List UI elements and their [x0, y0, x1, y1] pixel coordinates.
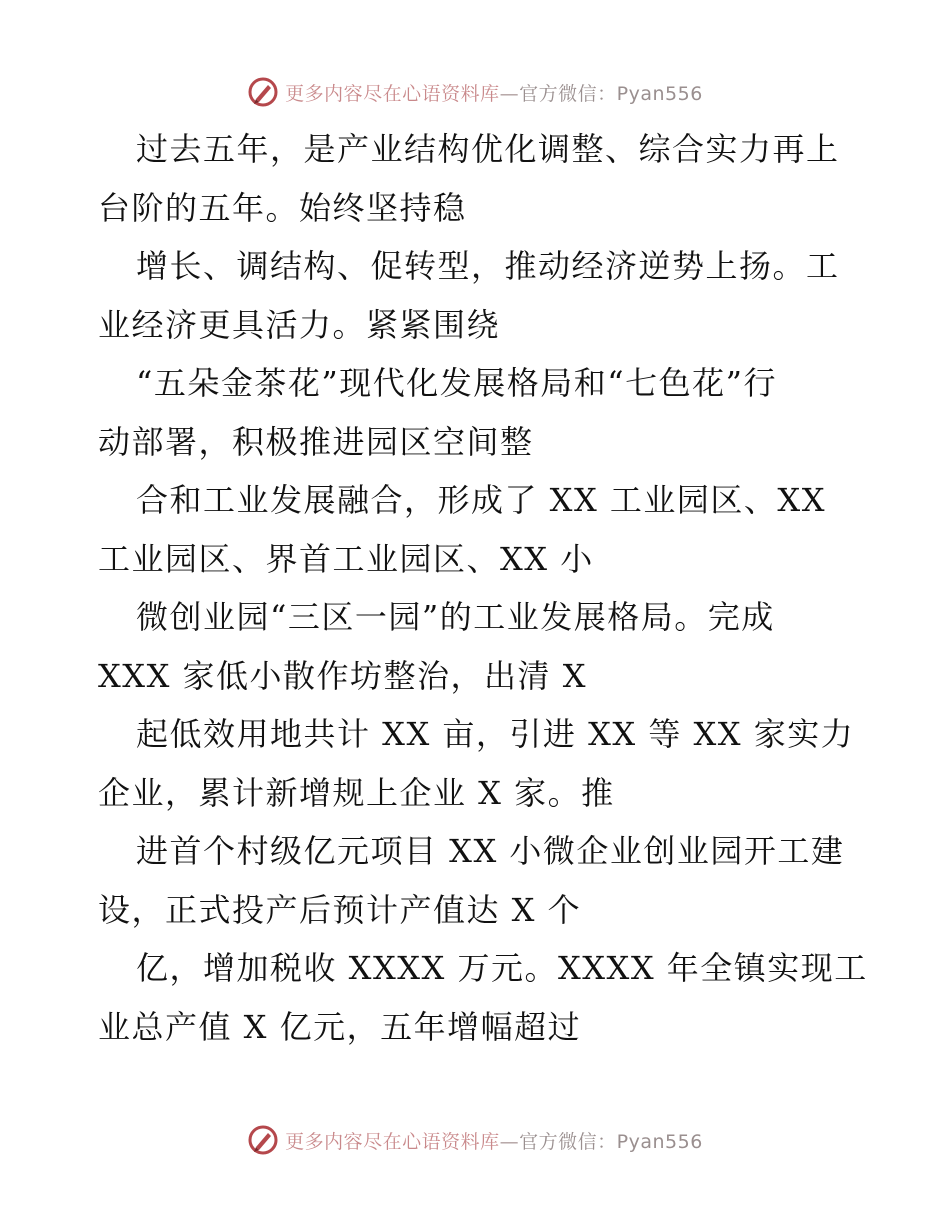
body-line: 企业，累计新增规上企业 X 家。推 — [98, 773, 615, 812]
header-banner-wechat: 官方微信：Pyan556 — [519, 82, 703, 105]
footer-banner-dash: — — [499, 1130, 520, 1153]
body-line: 设，正式投产后预计产值达 X 个 — [98, 890, 582, 929]
body-line: 亿，增加税收 XXXX 万元。XXXX 年全镇实现工 — [136, 949, 868, 987]
footer-banner-wechat: 官方微信：Pyan556 — [519, 1130, 703, 1153]
body-line: 业总产值 X 亿元，五年增幅超过 — [98, 1007, 582, 1046]
body-line: 进首个村级亿元项目 XX 小微企业创业园开工建 — [136, 832, 845, 870]
body-line: 过去五年，是产业结构优化调整、综合实力再上 — [136, 130, 840, 168]
body-line: 合和工业发展融合，形成了 XX 工业园区、XX — [136, 481, 826, 519]
body-line: 工业园区、界首工业园区、XX 小 — [98, 539, 594, 578]
body-line: 微创业园“三区一园”的工业发展格局。完成 — [136, 598, 775, 636]
header-banner-main: 更多内容尽在心语资料库 — [285, 82, 500, 105]
document-body — [98, 120, 868, 1056]
footer-banner-main: 更多内容尽在心语资料库 — [285, 1130, 500, 1153]
header-banner — [0, 70, 950, 114]
footer-banner-text — [285, 1127, 703, 1154]
footer-banner — [0, 1118, 950, 1162]
pen-logo-icon — [247, 76, 279, 108]
body-line: 业经济更具活力。紧紧围绕 — [98, 305, 501, 344]
body-line: 台阶的五年。始终坚持稳 — [98, 188, 467, 227]
header-banner-dash: — — [499, 82, 520, 105]
body-line: 增长、调结构、促转型，推动经济逆势上扬。工 — [136, 247, 840, 285]
body-line: XXX 家低小散作坊整治，出清 X — [98, 656, 587, 695]
body-line: 动部署，积极推进园区空间整 — [98, 422, 534, 461]
body-line: “五朵金茶花”现代化发展格局和“七色花”行 — [136, 364, 777, 402]
body-line: 起低效用地共计 XX 亩，引进 XX 等 XX 家实力 — [136, 715, 855, 753]
pen-logo-icon — [247, 1124, 279, 1156]
header-banner-text — [285, 79, 703, 106]
